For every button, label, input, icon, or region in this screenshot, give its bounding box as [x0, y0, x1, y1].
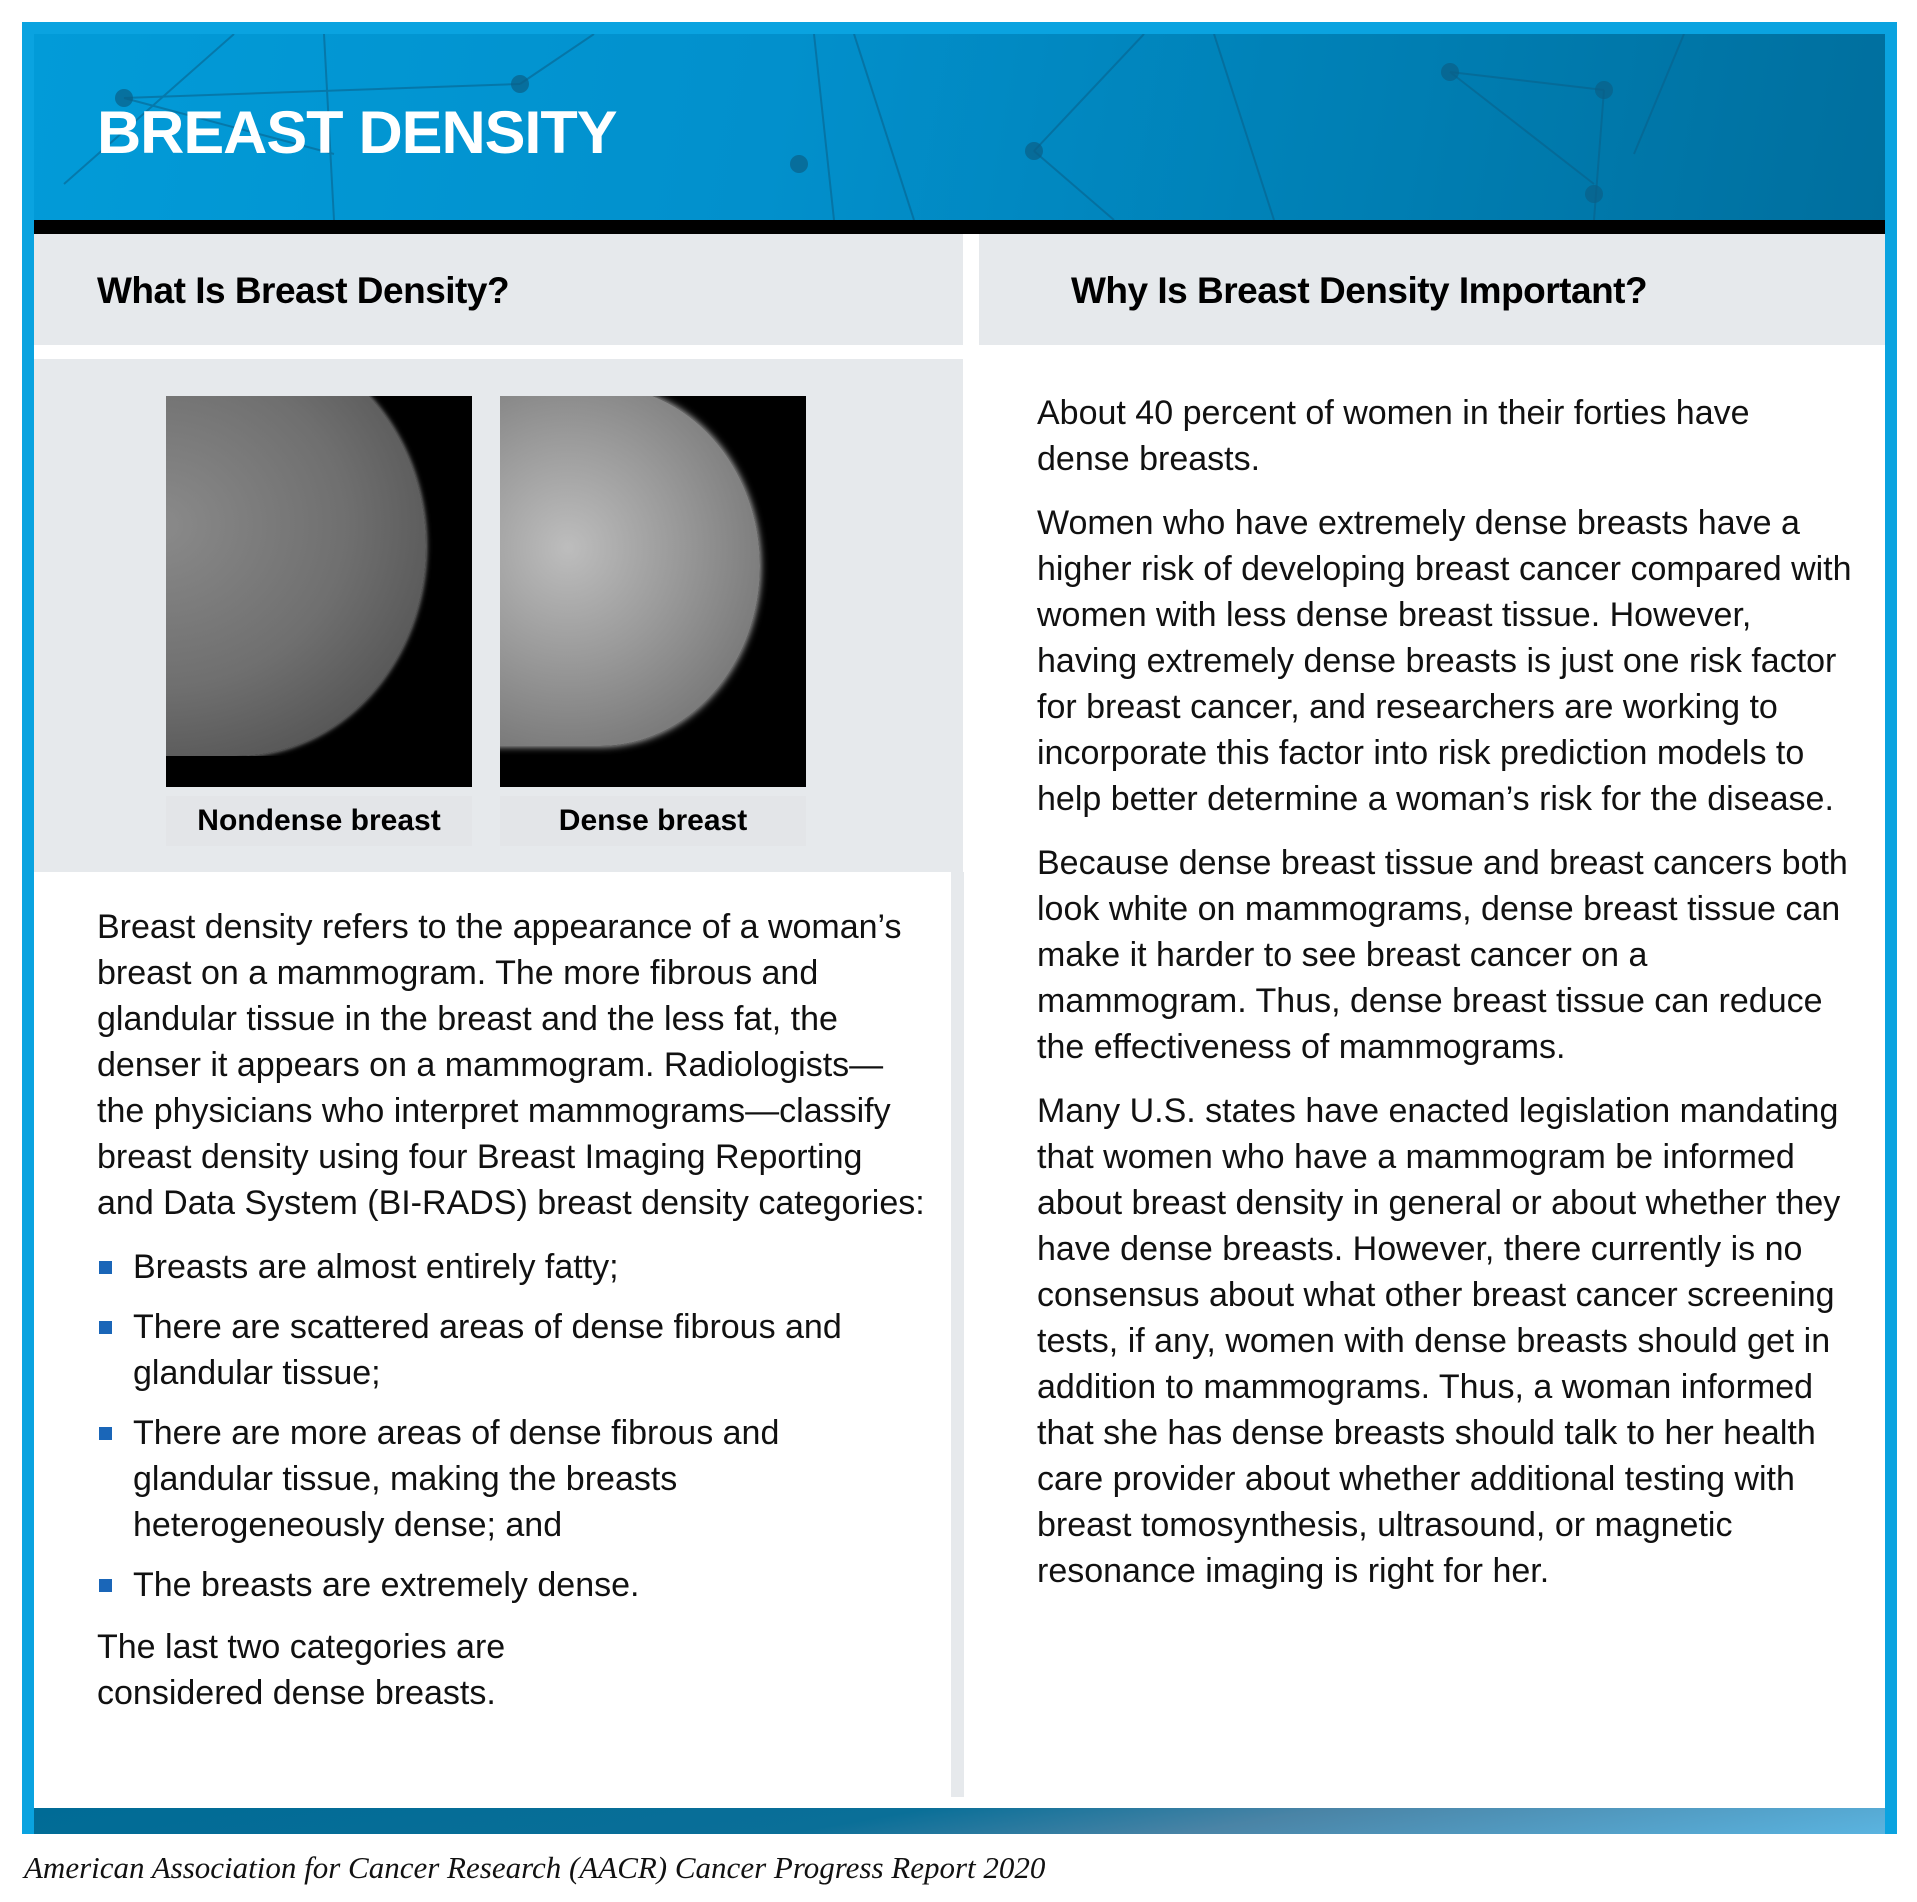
- intro-paragraph: Breast density refers to the appearance of a woman’s breast on a mammogram. The more fibrous and glandular tissue in the breast and the less fat, the denser it appears on a mammogram. Radiologists—the physicians who interpret mammograms—classify breast density using four Breast Imaging Reporting and Data System (BI-RADS) breast density categories:: [97, 908, 925, 1222]
- list-item: There are scattered areas of dense fibrous and glandular tissue;: [97, 1304, 927, 1396]
- page-title: BREAST DENSITY: [97, 99, 617, 166]
- list-item: The breasts are extremely dense.: [97, 1562, 927, 1608]
- nondense-caption: Nondense breast: [166, 796, 472, 846]
- dense-mammogram-image: [500, 396, 806, 787]
- divider-bar: [34, 220, 1885, 234]
- dense-caption: Dense breast: [500, 796, 806, 846]
- mammogram-panel: [34, 359, 963, 872]
- list-item: There are more areas of dense fibrous and glandular tissue, making the breasts heterogeneously dense; and: [97, 1410, 927, 1548]
- section-heading-what: What Is Breast Density?: [34, 234, 963, 345]
- paragraph: Because dense breast tissue and breast cancers both look white on mammograms, dense breast tissue can make it harder to see breast cancer on a mammogram. Thus, dense breast tissue can reduce the effectiveness of mammograms.: [1037, 844, 1848, 1066]
- paragraph: Many U.S. states have enacted legislation mandating that women who have a mammogram be informed about breast density in general or about whether they have dense breasts. However, there currently is no consensus about what other breast cancer screening tests, if any, women with dense breasts should get in addition to mammograms. Thus, a woman informed that she has dense breasts should talk to her health care provider about whether additional testing with breast tomosynthesis, ultrasound, or magnetic resonance imaging is right for her.: [1037, 1092, 1841, 1590]
- density-category-list: [97, 1244, 927, 1608]
- bottom-band: [34, 1808, 1885, 1834]
- right-body: [1037, 390, 1857, 1612]
- nondense-mammogram-image: [166, 396, 472, 787]
- paragraph: About 40 percent of women in their forties have dense breasts.: [1037, 394, 1750, 478]
- column-divider: [951, 872, 964, 1797]
- paragraph: Women who have extremely dense breasts have a higher risk of developing breast cancer compared with women with less dense breast tissue. However, having extremely dense breasts is just one risk factor for breast cancer, and researchers are working to incorporate this factor into risk prediction models to help better determine a woman’s risk for the disease.: [1037, 504, 1852, 818]
- section-heading-why: Why Is Breast Density Important?: [979, 234, 1885, 345]
- source-citation: American Association for Cancer Research (AACR) Cancer Progress Report 2020: [24, 1850, 1046, 1885]
- infographic-frame: [22, 22, 1897, 1834]
- closing-paragraph: The last two categories are considered dense breasts.: [97, 1628, 506, 1712]
- list-item: Breasts are almost entirely fatty;: [97, 1244, 927, 1290]
- left-body: [97, 904, 927, 1734]
- header-banner: [34, 34, 1885, 220]
